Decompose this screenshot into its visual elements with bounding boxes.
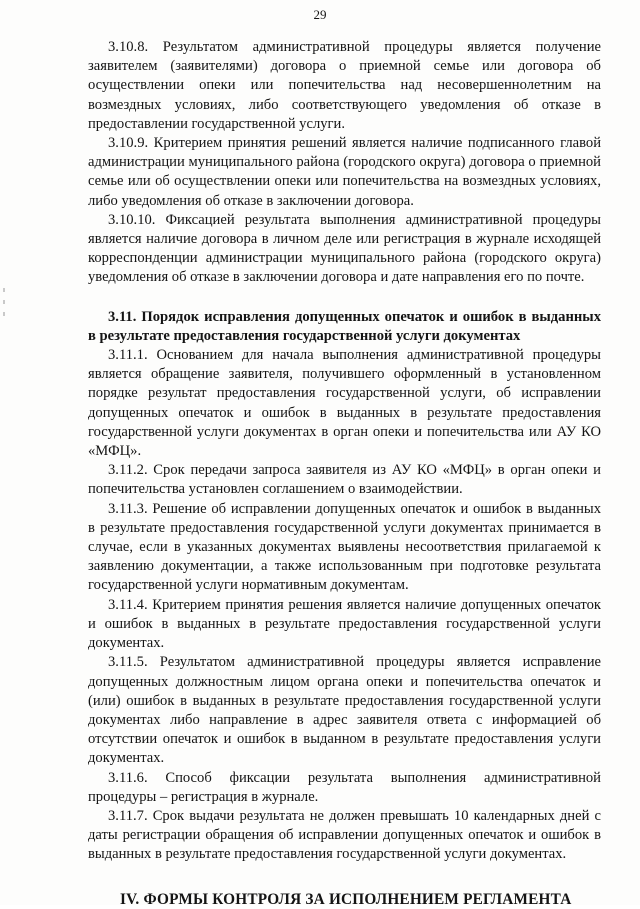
paragraph-3-11-6: 3.11.6. Способ фиксации результата выполнения административной процедуры – регистрация в журнале.	[88, 769, 601, 805]
paragraph-3-11-2: 3.11.2. Срок передачи запроса заявителя из АУ КО «МФЦ» в орган опеки и попечительства установлен соглашением о взаимодействии.	[88, 462, 601, 498]
paragraph-3-10-8: 3.10.8. Результатом административной процедуры является получение заявителем (заявителями) договора о приемной семье или договора об осуществлении опеки или попечительства над несовершеннолетним на возмездных условиях, либо соответствующего уведомления об отказе в предоставлении государственной услуги.	[88, 39, 601, 132]
paragraph-3-10-9: 3.10.9. Критерием принятия решений является наличие подписанного главой администрации муниципального района (городского округа) договора о приемной семье или об осуществлении опеки или попечительства на возмездных условиях, либо уведомления об отказе в заключении договора.	[88, 135, 601, 209]
scan-mark	[3, 288, 5, 292]
scan-mark	[3, 300, 5, 304]
paragraph-3-10-10: 3.10.10. Фиксацией результата выполнения административной процедуры является наличие договора в личном деле или регистрация в журнале исходящей корреспонденции администрации муниципального района (городского округа) уведомления об отказе в заключении договора и дате направления его по почте.	[88, 211, 601, 286]
paragraph-3-11-5: 3.11.5. Результатом административной процедуры является исправление допущенных должностным лицом органа опеки и попечительства опечаток и (или) ошибок в выданных в результате предоставления государственной услуги документах либо направление в адрес заявителя ответа с информацией об отсутствии опечаток и ошибок в выданном в результате предоставления услуги документах.	[88, 654, 601, 767]
scan-mark	[3, 312, 5, 316]
paragraph-3-11-3: 3.11.3. Решение об исправлении допущенных опечаток и ошибок в выданных в результате предоставления государственной услуги документах принимается в случае, если в указанных документах выявлены несоответствия прилагаемой к заявлению документации, а также использованным при подготовке результата государственной услуги нормативным документам.	[88, 500, 601, 594]
paragraph-3-11-1: 3.11.1. Основанием для начала выполнения административной процедуры является обращение заявителя, получившего оформленный в установленном порядке результат предоставления государственной услуги, об исправлении допущенных опечаток и ошибок в выданных в результате предоставления государственной услуги документах в орган опеки и попечительства или АУ КО «МФЦ».	[88, 347, 601, 460]
paragraph-3-11-4: 3.11.4. Критерием принятия решения является наличие допущенных опечаток и ошибок в выданных в результате предоставления государственной услуги документах.	[88, 596, 601, 652]
chapter-heading-iv: IV. ФОРМЫ КОНТРОЛЯ ЗА ИСПОЛНЕНИЕМ РЕГЛАМЕНТА	[120, 890, 572, 908]
paragraph-3-11-7: 3.11.7. Срок выдачи результата не должен превышать 10 календарных дней с даты регистрации обращения об исправлении допущенных опечаток и ошибок в выданных в результате предоставления государственной услуги документах.	[88, 807, 601, 863]
section-heading-3-11: 3.11. Порядок исправления допущенных опечаток и ошибок в выданных в результате предоставления государственной услуги документах	[88, 308, 601, 344]
document-body	[88, 38, 601, 909]
page-number: 29	[313, 7, 327, 22]
